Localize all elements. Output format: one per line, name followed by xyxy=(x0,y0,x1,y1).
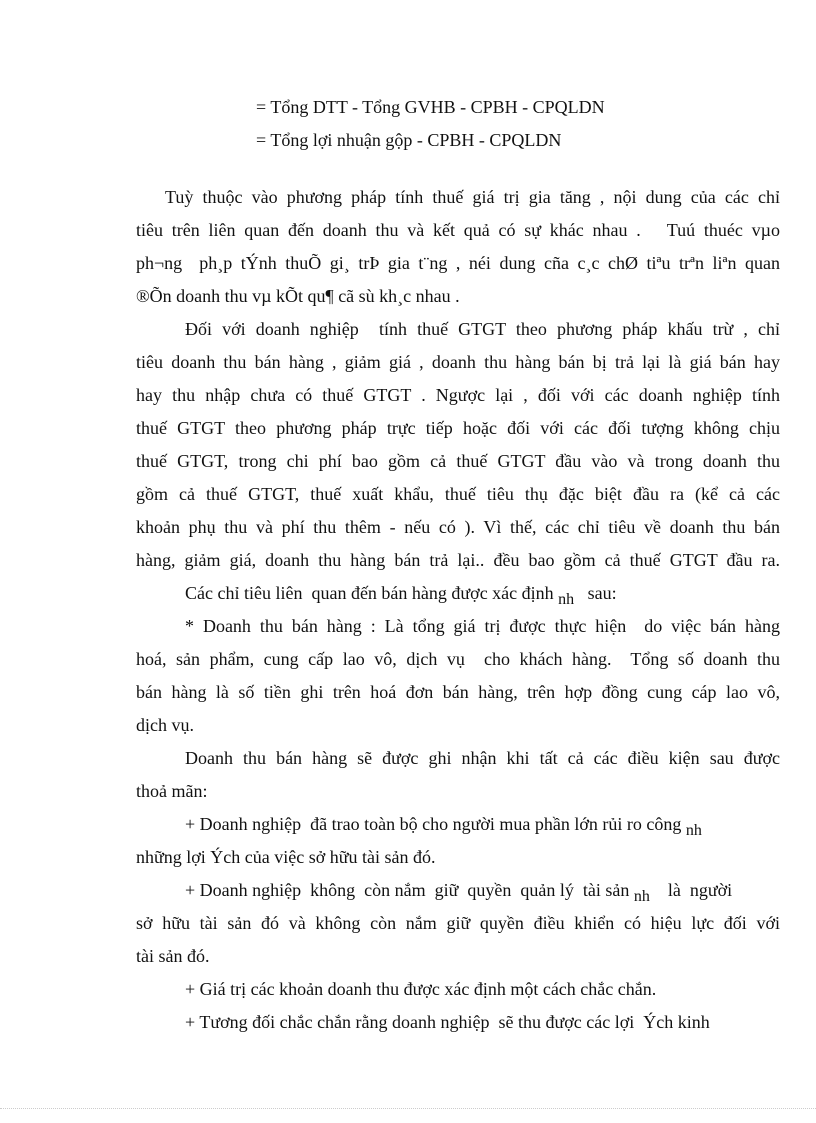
paragraph-line: ®Õn doanh thu vµ kÕt qu¶ cã sù kh¸c nhau . xyxy=(136,286,460,306)
subscript-text: nh xyxy=(558,591,575,608)
text-run: sau: xyxy=(574,583,617,603)
text-run: Các chỉ tiêu liên quan đến bán hàng được xác định xyxy=(185,583,559,603)
paragraph-line: tiêu trên liên quan đến doanh thu và kết quả có sự khác nhau . Tuú thuéc vµo xyxy=(136,220,780,240)
paragraph-line: * Doanh thu bán hàng : Là tổng giá trị được thực hiện do việc bán hàng xyxy=(185,616,780,636)
paragraph-line: những lợi Ých của việc sở hữu tài sản đó. xyxy=(136,847,436,867)
paragraph-line: Đối với doanh nghiệp tính thuế GTGT theo phương pháp khấu trừ , chỉ xyxy=(185,319,780,339)
page-bottom-divider xyxy=(0,1108,816,1109)
paragraph-line: ph¬ng ph¸p tÝnh thuÕ gi¸ trÞ gia t¨ng , néi dung cña c¸c chØ tiªu trªn liªn quan xyxy=(136,253,780,273)
paragraph-line: hàng, giảm giá, doanh thu hàng bán trả lại.. đều bao gồm cả thuế GTGT đầu ra. xyxy=(136,550,780,570)
paragraph-line: Tuỳ thuộc vào phương pháp tính thuế giá trị gia tăng , nội dung của các chỉ xyxy=(165,187,780,207)
paragraph-line: sở hữu tài sản đó và không còn nắm giữ quyền điều khiển có hiệu lực đối với xyxy=(136,913,780,933)
paragraph-line xyxy=(185,879,732,903)
paragraph-line: Doanh thu bán hàng sẽ được ghi nhận khi tất cả các điều kiện sau được xyxy=(185,748,780,768)
paragraph-line: hoá, sản phẩm, cung cấp lao vô, dịch vụ cho khách hàng. Tổng số doanh thu xyxy=(136,649,780,669)
text-run: + Doanh nghiệp không còn nắm giữ quyền quản lý tài sản xyxy=(185,880,634,900)
paragraph-line: bán hàng là số tiền ghi trên hoá đơn bán hàng, trên hợp đồng cung cáp lao vô, xyxy=(136,682,780,702)
paragraph-line: khoản phụ thu và phí thu thêm - nếu có ). Vì thế, các chỉ tiêu về doanh thu bán xyxy=(136,517,780,537)
subscript-text: nh xyxy=(685,822,702,839)
subscript-text: nh xyxy=(633,888,650,905)
paragraph-line xyxy=(185,582,617,606)
paragraph-line: dịch vụ. xyxy=(136,715,194,735)
formula-line: = Tổng lợi nhuận gộp - CPBH - CPQLDN xyxy=(256,130,562,150)
formula-line: = Tổng DTT - Tổng GVHB - CPBH - CPQLDN xyxy=(256,97,605,117)
paragraph-line: gồm cả thuế GTGT, thuế xuất khẩu, thuế tiêu thụ đặc biệt đầu ra (kể cả các xyxy=(136,484,780,504)
text-run: + Doanh nghiệp đã trao toàn bộ cho người mua phần lớn rủi ro công xyxy=(185,814,686,834)
text-run: là người xyxy=(649,880,733,900)
paragraph-line: hay thu nhập chưa có thuế GTGT . Ngược lại , đối với các doanh nghiệp tính xyxy=(136,385,780,405)
paragraph-line: thuế GTGT theo phương pháp trực tiếp hoặc đối với các đối tượng không chịu xyxy=(136,418,780,438)
paragraph-line xyxy=(185,813,702,837)
paragraph-line: tài sản đó. xyxy=(136,946,210,966)
paragraph-line: + Tương đối chắc chắn rằng doanh nghiệp sẽ thu được các lợi Ých kinh xyxy=(185,1012,710,1032)
paragraph-line: thuế GTGT, trong chi phí bao gồm cả thuế GTGT đầu vào và trong doanh thu xyxy=(136,451,780,471)
paragraph-line: thoả mãn: xyxy=(136,781,208,801)
paragraph-line: tiêu doanh thu bán hàng , giảm giá , doanh thu hàng bán bị trả lại là giá bán hay xyxy=(136,352,780,372)
paragraph-line: + Giá trị các khoản doanh thu được xác định một cách chắc chắn. xyxy=(185,979,657,999)
